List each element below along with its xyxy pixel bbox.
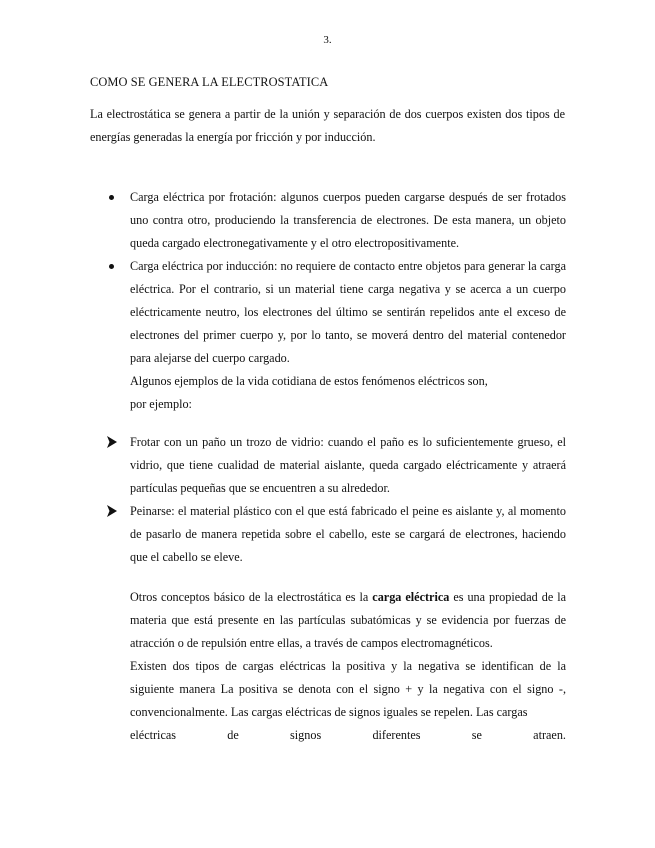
word: de <box>227 728 239 742</box>
list-item-text: Carga eléctrica por frotación: algunos cuerpos pueden cargarse después de ser frotados uno contra otro, produciendo la transferencia de electrones. De esta manera, un objeto queda cargado electronegativamente y el otro electropositivamente. <box>130 190 566 250</box>
concepts-section <box>130 586 566 747</box>
examples-intro-line: Algunos ejemplos de la vida cotidiana de estos fenómenos eléctricos son, <box>130 374 488 388</box>
word: atraen. <box>533 728 566 742</box>
examples-intro <box>130 370 560 416</box>
charges-paragraph: Existen dos tipos de cargas eléctricas la positiva y la negativa se identifican de la siguiente manera La positiva se denota con el signo + y la negativa con el signo -, convencionalmente. Las cargas eléctricas de signos iguales se repelen. Las cargas <box>130 659 566 719</box>
list-item <box>106 431 566 500</box>
word: eléctricas <box>130 728 177 742</box>
word: se <box>471 728 482 742</box>
intro-paragraph: La electrostática se genera a partir de la unión y separación de dos cuerpos existen dos tipos de energías generadas la energía por fricción y por inducción. <box>90 107 565 144</box>
list-item-text: Carga eléctrica por inducción: no requiere de contacto entre objetos para generar la carga eléctrica. Por el contrario, si un material tiene carga negativa y se acerca a un cuerpo eléctricamente neutro, los electrones del último se sentirán repelidos ante el exceso de electrones del primer cuerpo y, por lo tanto, se moverá dentro del material contenedor para alejarse del cuerpo cargado. <box>130 259 566 365</box>
word: signos <box>290 728 322 742</box>
list-item <box>106 500 566 569</box>
examples-list <box>106 431 566 569</box>
concepts-text: Otros conceptos básico de la electrostática es la <box>130 590 373 604</box>
arrow-bullet-icon <box>106 436 117 448</box>
justified-last-line <box>130 724 566 747</box>
charge-types-list <box>106 186 566 370</box>
list-item <box>106 186 566 255</box>
list-item <box>106 255 566 370</box>
word: diferentes <box>372 728 421 742</box>
arrow-bullet-icon <box>106 505 117 517</box>
list-item-text: Frotar con un paño un trozo de vidrio: cuando el paño es lo suficientemente grueso, el vidrio, que tiene cualidad de material aislante, queda cargado eléctricamente y atraerá partículas pequeñas que se encuentren a su alrededor. <box>130 435 566 495</box>
page-number: 3. <box>323 34 332 46</box>
bullet-dot-icon <box>109 195 114 200</box>
bullet-dot-icon <box>109 264 114 269</box>
concepts-text: es una propiedad de la materia que está presente en las partículas subatómicas y se evidencia por fuerzas de atracción o de repulsión entre ellas, a través de campos electromagnéticos. <box>130 590 567 650</box>
bold-term: carga eléctrica <box>372 590 450 604</box>
list-item-text: Peinarse: el material plástico con el que está fabricado el peine es aislante y, al momento de pasarlo de manera repetida sobre el cabello, este se cargará de electrones, haciendo que el cabello se eleve. <box>130 504 566 564</box>
concepts-paragraph <box>130 586 566 655</box>
examples-intro-line: por ejemplo: <box>130 397 192 411</box>
section-heading: COMO SE GENERA LA ELECTROSTATICA <box>90 75 329 89</box>
